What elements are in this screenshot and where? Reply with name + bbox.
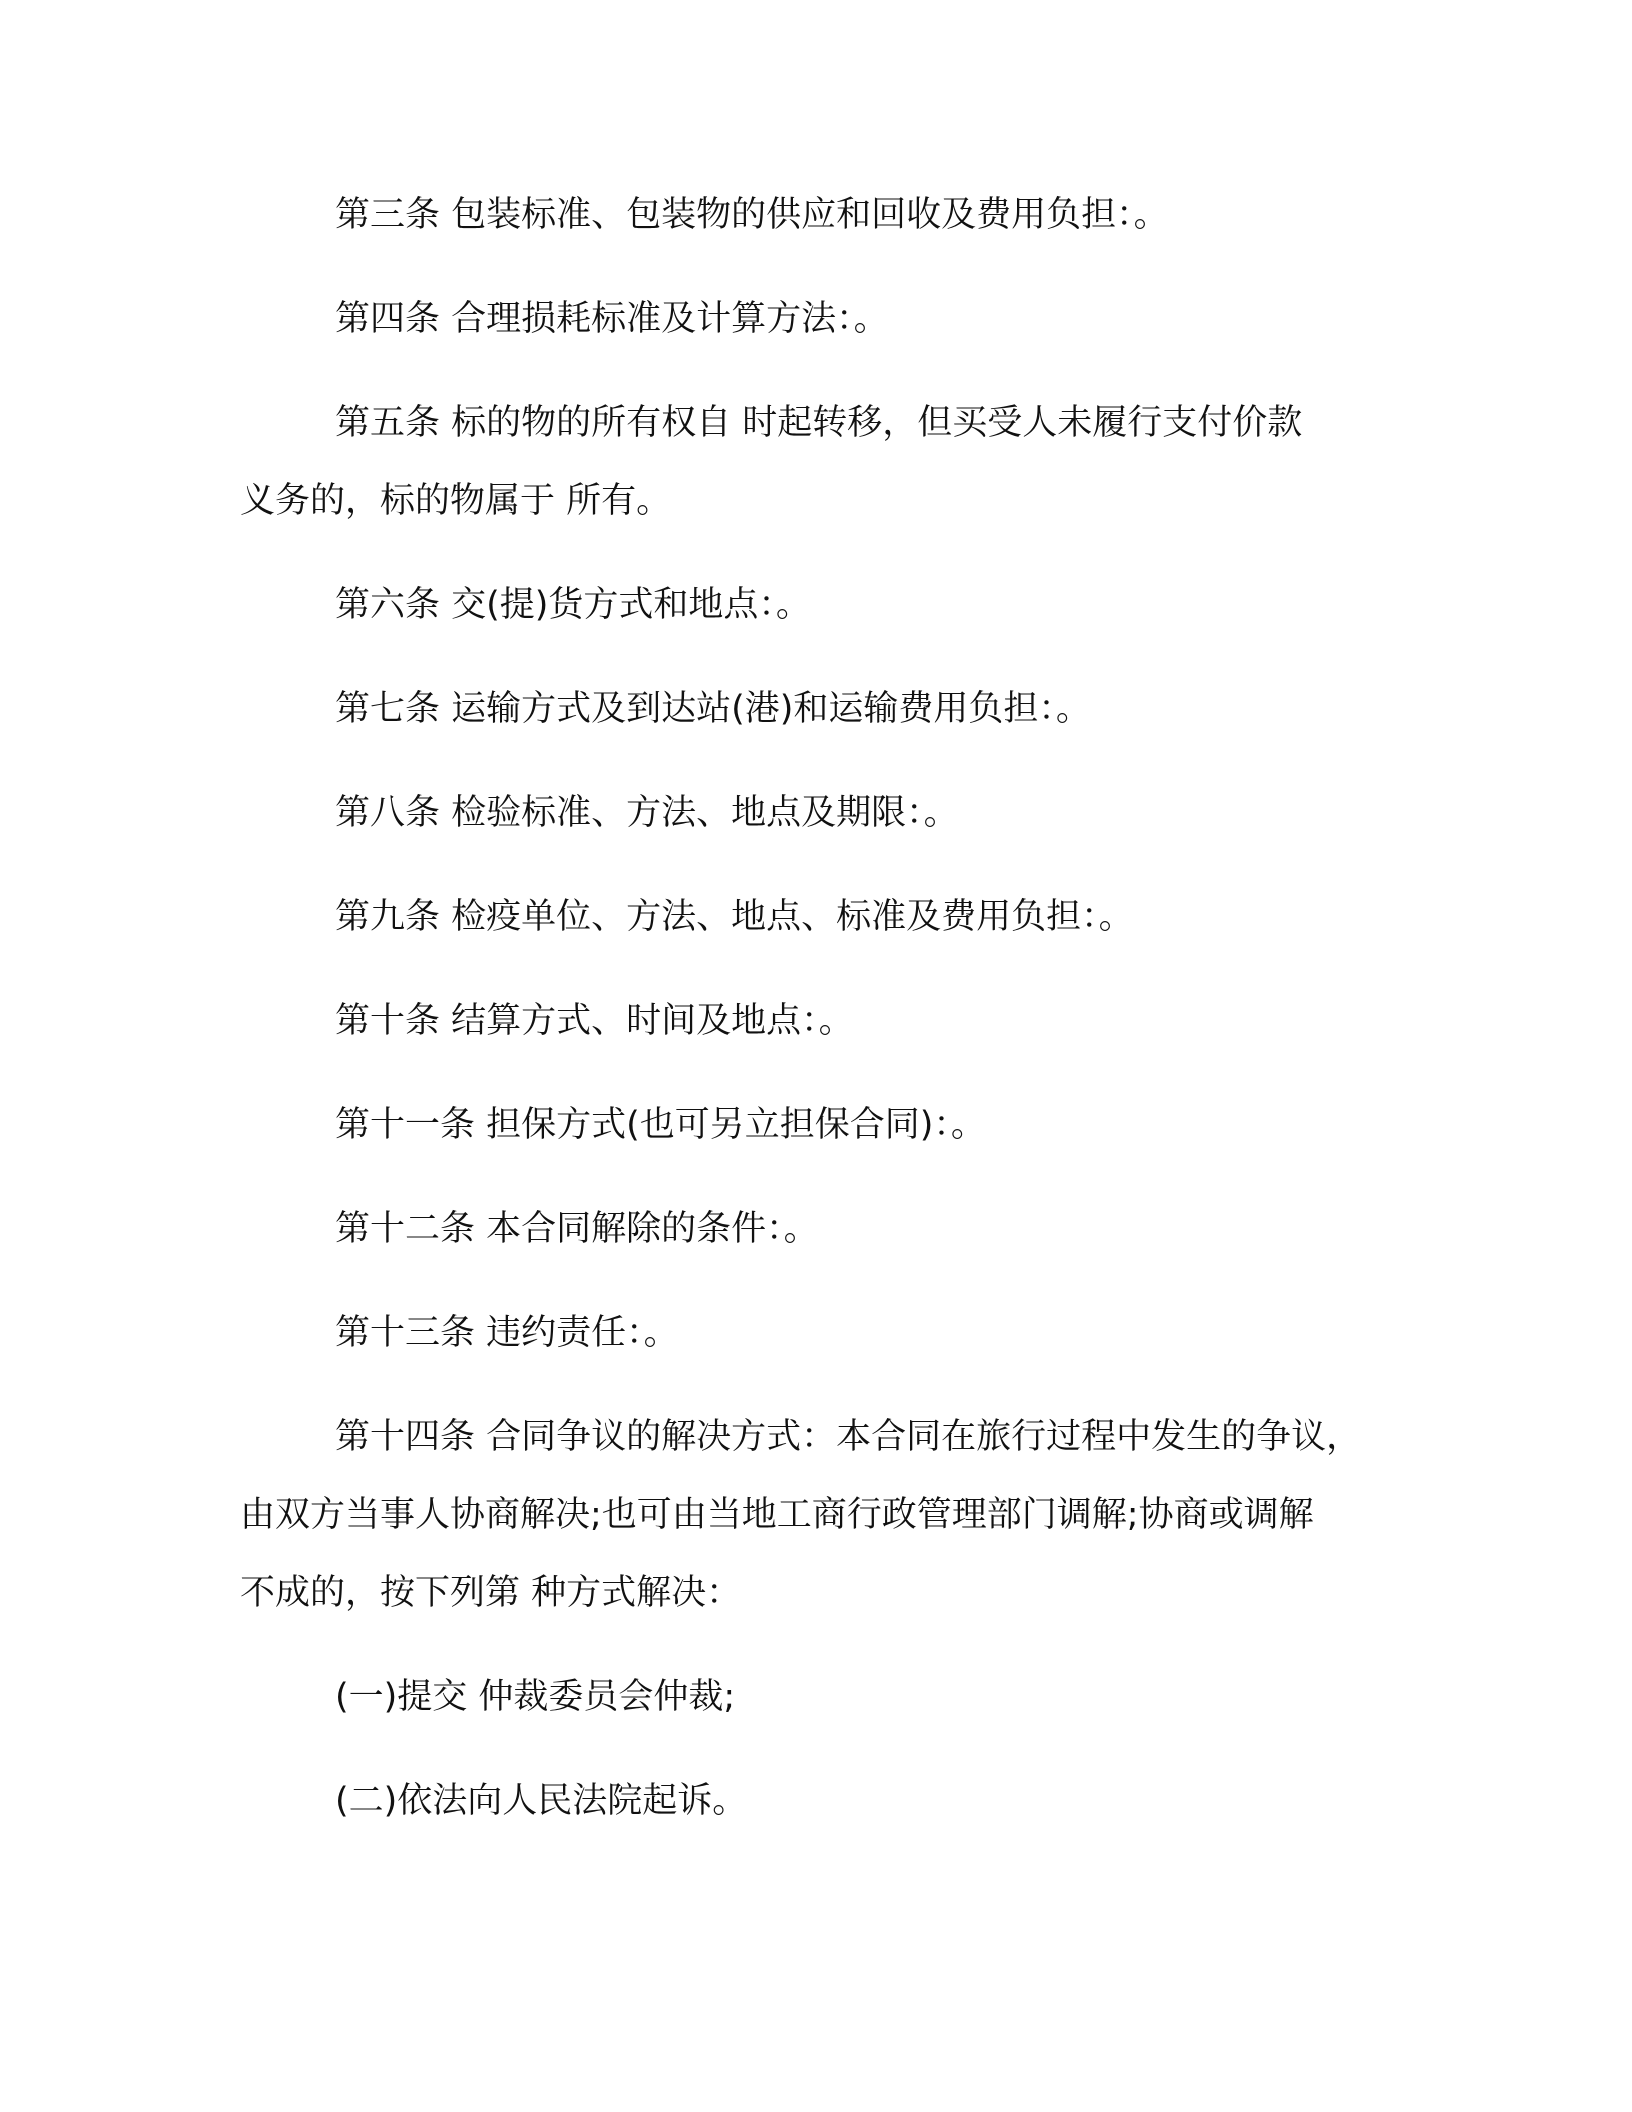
paragraph-line: 第九条 检疫单位、方法、地点、标准及费用负担：。 (335, 897, 1134, 937)
paragraph-line: 第十条 结算方式、时间及地点：。 (335, 1001, 854, 1041)
paragraph-line: (二)依法向人民法院起诉。 (335, 1781, 748, 1821)
paragraph-line: 第十四条 合同争议的解决方式：本合同在旅行过程中发生的争议， (335, 1417, 1362, 1457)
option-1-paragraph (240, 1658, 1410, 1736)
article-13-paragraph (240, 1294, 1410, 1372)
document-body (240, 176, 1410, 1840)
paragraph-line: 第五条 标的物的所有权自 时起转移，但买受人未履行支付价款 (335, 403, 1303, 443)
paragraph-line: 第十三条 违约责任：。 (335, 1313, 679, 1353)
paragraph-line: 第十二条 本合同解除的条件：。 (335, 1209, 819, 1249)
article-10-paragraph (240, 982, 1410, 1060)
paragraph-line: (一)提交 仲裁委员会仲裁; (335, 1677, 736, 1717)
paragraph-line: 第三条 包装标准、包装物的供应和回收及费用负担：。 (335, 195, 1169, 235)
article-6-paragraph (240, 566, 1410, 644)
article-3-paragraph (240, 176, 1410, 254)
article-14-paragraph (240, 1398, 1410, 1632)
paragraph-line: 不成的，按下列第 种方式解决： (240, 1573, 742, 1613)
paragraph-line: 义务的，标的物属于 所有。 (240, 481, 672, 521)
option-2-paragraph (240, 1762, 1410, 1840)
article-5-paragraph (240, 384, 1410, 540)
paragraph-line: 第七条 运输方式及到达站(港)和运输费用负担：。 (335, 689, 1091, 729)
article-8-paragraph (240, 774, 1410, 852)
paragraph-line: 第六条 交(提)货方式和地点：。 (335, 585, 811, 625)
article-9-paragraph (240, 878, 1410, 956)
article-12-paragraph (240, 1190, 1410, 1268)
paragraph-line: 第八条 检验标准、方法、地点及期限：。 (335, 793, 959, 833)
paragraph-line: 第十一条 担保方式(也可另立担保合同)：。 (335, 1105, 986, 1145)
article-7-paragraph (240, 670, 1410, 748)
paragraph-line: 由双方当事人协商解决;也可由当地工商行政管理部门调解;协商或调解 (240, 1495, 1314, 1535)
article-11-paragraph (240, 1086, 1410, 1164)
article-4-paragraph (240, 280, 1410, 358)
paragraph-line: 第四条 合理损耗标准及计算方法：。 (335, 299, 889, 339)
